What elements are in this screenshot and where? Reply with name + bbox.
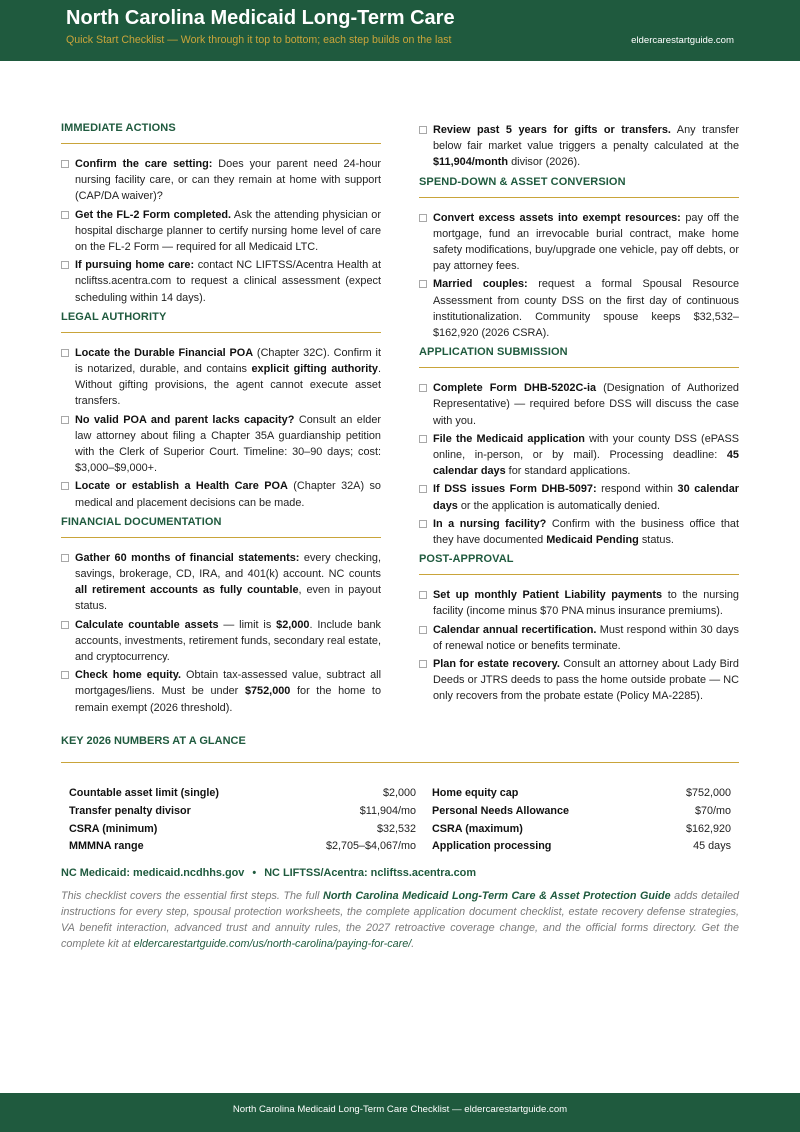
checklist-item: Review past 5 years for gifts or transfers. Any transfer below fair market value triggers a penalty calculated at the $11,904/month divisor (2026).	[419, 122, 739, 171]
section-financial-documentation	[61, 516, 381, 716]
glance-row: Countable asset limit (single) $2,000	[69, 787, 416, 799]
checklist-item: Convert excess assets into exempt resources: pay off the mortgage, fund an irrevocable burial contract, make home safety modifications, buy/upgrade one vehicle, pay off debts, or pay attorney fees.	[419, 210, 739, 275]
guide-note: This checklist covers the essential first steps. The full North Carolina Medicaid Long-Term Care & Asset Protection Guide adds detailed instructions for every step, spousal protection worksheets, the complete application document checklist, estate recovery defense strategies, VA benefit interaction, advanced trust and annuity rules, the 2027 retroactive coverage change, and the official forms directory. Get the complete kit at eldercarestartguide.com/us/north-carolina/paying-for-care/.	[61, 890, 739, 951]
glance-table-right	[432, 785, 731, 856]
section-legal-authority	[61, 311, 381, 511]
section-divider	[61, 332, 381, 333]
checkbox[interactable]	[419, 626, 427, 634]
glance-row: CSRA (minimum) $32,532	[69, 822, 416, 835]
glance-table-left	[69, 785, 416, 856]
checkbox[interactable]	[419, 384, 427, 392]
section-spend-down	[419, 176, 739, 342]
section-title: IMMEDIATE ACTIONS	[61, 122, 176, 134]
glance-row: CSRA (maximum) $162,920	[432, 822, 731, 835]
checklist-item: Locate or establish a Health Care POA (Chapter 32A) so medical and placement decisions can be made.	[61, 478, 381, 510]
checkbox[interactable]	[419, 280, 427, 288]
checklist-item: No valid POA and parent lacks capacity? Consult an elder law attorney about filing a Chapter 35A guardianship petition with the Clerk of Superior Court. Timeline: 30–90 days; cost: $3,000–$9,000+.	[61, 412, 381, 477]
checklist-item: Get the FL-2 Form completed. Ask the attending physician or hospital discharge planner to certify nursing home level of care on the FL-2 Form — required for all Medicaid LTC.	[61, 207, 381, 256]
checkbox[interactable]	[419, 520, 427, 528]
section-divider	[419, 367, 739, 368]
checklist-item: Locate the Durable Financial POA (Chapter 32C). Confirm it is notarized, durable, and contains explicit gifting authority. Without gifting provisions, the agent cannot execute asset transfers.	[61, 345, 381, 410]
glance-divider	[61, 762, 739, 763]
glance-row: Application processing 45 days	[432, 840, 731, 853]
section-divider	[61, 143, 381, 144]
guide-link[interactable]: eldercarestartguide.com/us/north-carolina/paying-for-care/	[133, 938, 412, 951]
checkbox[interactable]	[61, 554, 69, 562]
checklist-item: In a nursing facility? Confirm with the business office that they have documented Medicaid Pending status.	[419, 516, 739, 548]
checkbox[interactable]	[61, 671, 69, 679]
checkbox[interactable]	[61, 261, 69, 269]
section-divider	[419, 197, 739, 198]
checklist-item: Married couples: request a formal Spousal Resource Assessment from county DSS on the first day of continuous institutionalization. Community spouse keeps $32,532–$162,920 (2026 CSRA).	[419, 276, 739, 341]
checklist-item: If DSS issues Form DHB-5097: respond within 30 calendar days or the application is automatically denied.	[419, 481, 739, 513]
right-column	[419, 122, 739, 707]
section-title: FINANCIAL DOCUMENTATION	[61, 515, 222, 528]
section-title: APPLICATION SUBMISSION	[419, 346, 568, 359]
checkbox[interactable]	[61, 482, 69, 490]
checkbox[interactable]	[419, 485, 427, 493]
glance-row: Personal Needs Allowance $70/mo	[432, 804, 731, 817]
checklist-item: Calendar annual recertification. Must respond within 30 days of renewal notice or benefits terminate.	[419, 622, 739, 654]
section-divider	[419, 574, 739, 575]
resource-links	[61, 867, 476, 879]
checkbox[interactable]	[419, 214, 427, 222]
checkbox[interactable]	[419, 435, 427, 443]
section-divider	[61, 537, 381, 538]
checklist-item: Set up monthly Patient Liability payments to the nursing facility (income minus $70 PNA minus insurance premiums).	[419, 587, 739, 619]
checklist-item: If pursuing home care: contact NC LIFTSS/Acentra Health at ncliftss.acentra.com to request a clinical assessment (expect scheduling within 14 days).	[61, 257, 381, 306]
checklist-item: Complete Form DHB-5202C-ia (Designation of Authorized Representative) — required before DSS will discuss the case with you.	[419, 380, 739, 429]
guide-title: North Carolina Medicaid Long-Term Care & Asset Protection Guide	[323, 890, 671, 902]
checkbox[interactable]	[61, 211, 69, 219]
section-immediate-actions	[61, 122, 381, 306]
page-footer	[0, 1093, 800, 1132]
left-column	[61, 122, 381, 718]
page-header	[0, 0, 800, 61]
checkbox[interactable]	[61, 160, 69, 168]
checklist-item: Check home equity. Obtain tax-assessed value, subtract all mortgages/liens. Must be under $752,000 for the home to remain exempt (2026 threshold).	[61, 667, 381, 716]
checkbox[interactable]	[61, 349, 69, 357]
liftss-link[interactable]: NC LIFTSS/Acentra: ncliftss.acentra.com	[264, 867, 477, 879]
glance-row: MMMNA range $2,705–$4,067/mo	[69, 840, 416, 853]
checkbox[interactable]	[419, 591, 427, 599]
checkbox[interactable]	[61, 621, 69, 629]
section-post-approval	[419, 553, 739, 704]
checklist-item: Gather 60 months of financial statements: every checking, savings, brokerage, CD, IRA, and 401(k) account. NC counts all retirement accounts as fully countable, even in payout status.	[61, 550, 381, 615]
checklist-item: Plan for estate recovery. Consult an attorney about Lady Bird Deeds or JTRS deeds to pass the home outside probate — NC only recovers from the probate estate (Policy MA-2285).	[419, 656, 739, 705]
section-title: LEGAL AUTHORITY	[61, 310, 167, 323]
section-title: POST-APPROVAL	[419, 553, 514, 566]
checkbox[interactable]	[61, 416, 69, 424]
section-application-submission	[419, 346, 739, 548]
checklist-item: Confirm the care setting: Does your parent need 24-hour nursing facility care, or can they remain at home with support (CAP/DA waiver)?	[61, 156, 381, 205]
checklist-item: File the Medicaid application with your county DSS (ePASS online, in-person, or by mail). Processing deadline: 45 calendar days for standard applications.	[419, 431, 739, 480]
glance-title: KEY 2026 NUMBERS AT A GLANCE	[61, 735, 246, 747]
link-separator: •	[252, 867, 257, 879]
section-transfer-review	[419, 122, 739, 171]
footer-text: North Carolina Medicaid Long-Term Care Checklist — eldercarestartguide.com	[232, 1104, 568, 1115]
page-title: North Carolina Medicaid Long-Term Care	[66, 7, 455, 29]
header-site-link[interactable]: eldercarestartguide.com	[631, 35, 734, 46]
glance-row: Transfer penalty divisor $11,904/mo	[69, 804, 416, 817]
medicaid-link[interactable]: NC Medicaid: medicaid.ncdhhs.gov	[61, 867, 245, 879]
page-subtitle: Quick Start Checklist — Work through it top to bottom; each step builds on the last	[66, 34, 452, 46]
checkbox[interactable]	[419, 660, 427, 668]
glance-row: Home equity cap $752,000	[432, 787, 731, 799]
checklist-item: Calculate countable assets — limit is $2,000. Include bank accounts, investments, retirement funds, secondary real estate, and cryptocurrency.	[61, 617, 381, 666]
section-title: SPEND-DOWN & ASSET CONVERSION	[419, 175, 626, 188]
checkbox[interactable]	[419, 126, 427, 134]
